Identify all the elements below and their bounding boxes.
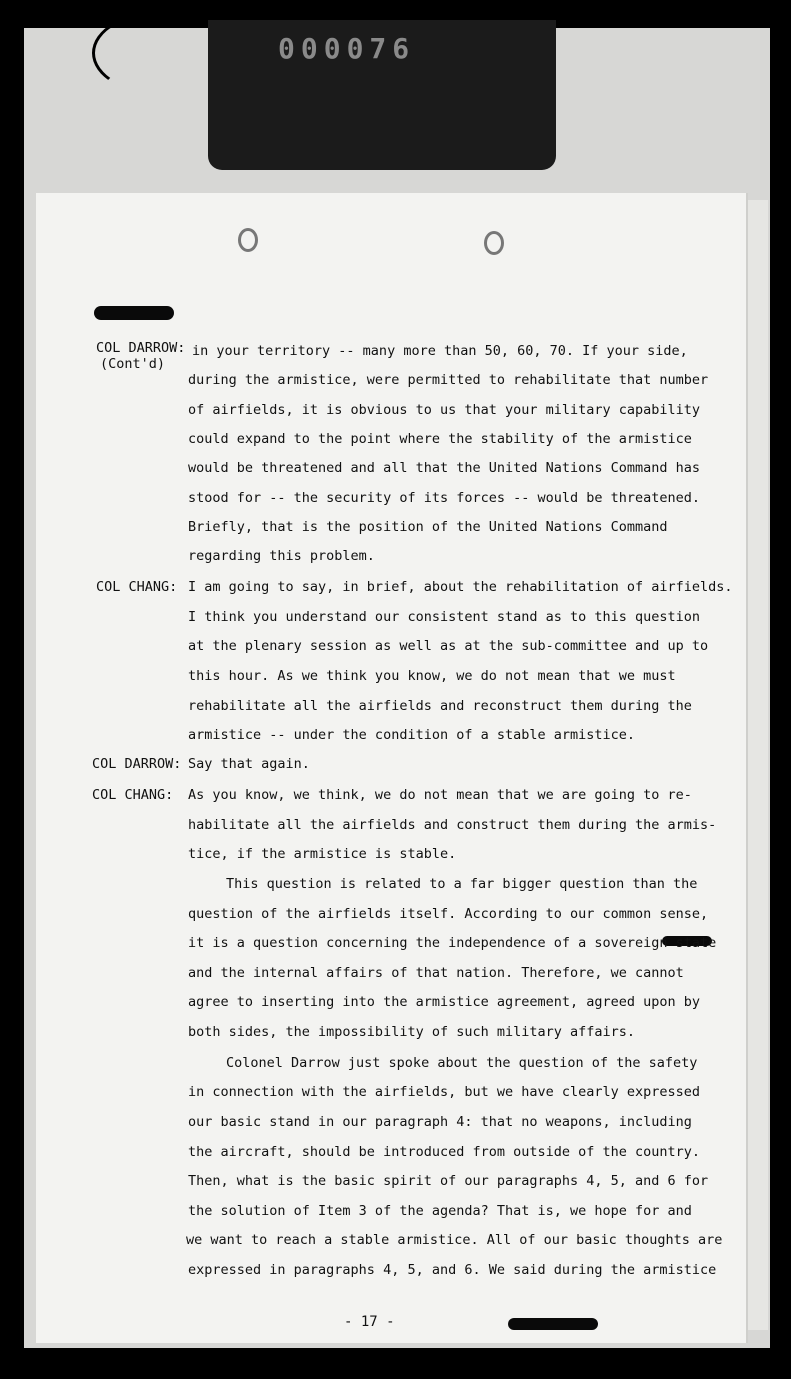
text-line: would be threatened and all that the United Nations Command has bbox=[188, 460, 701, 476]
text-line: we want to reach a stable armistice. All of our basic thoughts are bbox=[186, 1232, 723, 1248]
text-line: our basic stand in our paragraph 4: that no weapons, including bbox=[188, 1114, 692, 1130]
text-line: the solution of Item 3 of the agenda? That is, we hope for and bbox=[188, 1203, 692, 1219]
text-line: Colonel Darrow just spoke about the question of the safety bbox=[226, 1055, 698, 1071]
text-line: Say that again. bbox=[188, 756, 310, 772]
text-line: Then, what is the basic spirit of our paragraphs 4, 5, and 6 for bbox=[188, 1173, 709, 1189]
speaker-label: COL DARROW: bbox=[96, 340, 186, 356]
text-line: at the plenary session as well as at the sub-committee and up to bbox=[188, 638, 709, 654]
speaker-label: COL CHANG: bbox=[96, 579, 178, 595]
underlying-sheet bbox=[748, 200, 768, 1330]
text-line: both sides, the impossibility of such military affairs. bbox=[188, 1024, 636, 1040]
text-line: This question is related to a far bigger question than the bbox=[226, 876, 698, 892]
text-line: this hour. As we think you know, we do not mean that we must bbox=[188, 668, 676, 684]
speaker-contd: (Cont'd) bbox=[100, 356, 166, 372]
redaction-bottom bbox=[508, 1318, 598, 1330]
text-line: armistice -- under the condition of a stable armistice. bbox=[188, 727, 636, 743]
text-line: regarding this problem. bbox=[188, 548, 375, 564]
text-line: tice, if the armistice is stable. bbox=[188, 846, 457, 862]
redaction-top bbox=[94, 306, 174, 320]
text-line: stood for -- the security of its forces -- would be threatened. bbox=[188, 490, 701, 506]
text-line: habilitate all the airfields and construct them during the armis- bbox=[188, 817, 717, 833]
text-line: I think you understand our consistent stand as to this question bbox=[188, 609, 701, 625]
text-line: could expand to the point where the stability of the armistice bbox=[188, 431, 692, 447]
punch-hole-right bbox=[484, 231, 504, 255]
text-line: of airfields, it is obvious to us that your military capability bbox=[188, 402, 701, 418]
text-line: the aircraft, should be introduced from outside of the country. bbox=[188, 1144, 701, 1160]
text-line: agree to inserting into the armistice agreement, agreed upon by bbox=[188, 994, 701, 1010]
text-line: during the armistice, were permitted to rehabilitate that number bbox=[188, 372, 709, 388]
text-line: in your territory -- many more than 50, 60, 70. If your side, bbox=[192, 343, 688, 359]
text-line: expressed in paragraphs 4, 5, and 6. We said during the armistice bbox=[188, 1262, 717, 1278]
text-line: As you know, we think, we do not mean that we are going to re- bbox=[188, 787, 692, 803]
text-line: question of the airfields itself. According to our common sense, bbox=[188, 906, 709, 922]
text-line: rehabilitate all the airfields and reconstruct them during the bbox=[188, 698, 692, 714]
clip-number: 000076 bbox=[278, 32, 416, 65]
text-line: it is a question concerning the independence of a sovereign state bbox=[188, 935, 717, 951]
text-line: I am going to say, in brief, about the rehabilitation of airfields. bbox=[188, 579, 733, 595]
speaker-label: COL DARROW: bbox=[92, 756, 182, 772]
text-line: in connection with the airfields, but we have clearly expressed bbox=[188, 1084, 701, 1100]
speaker-label: COL CHANG: bbox=[92, 787, 174, 803]
page-number: - 17 - bbox=[344, 1314, 395, 1330]
binder-clip bbox=[208, 20, 556, 170]
text-line: Briefly, that is the position of the United Nations Command bbox=[188, 519, 668, 535]
punch-hole-left bbox=[238, 228, 258, 252]
text-line: and the internal affairs of that nation. Therefore, we cannot bbox=[188, 965, 684, 981]
